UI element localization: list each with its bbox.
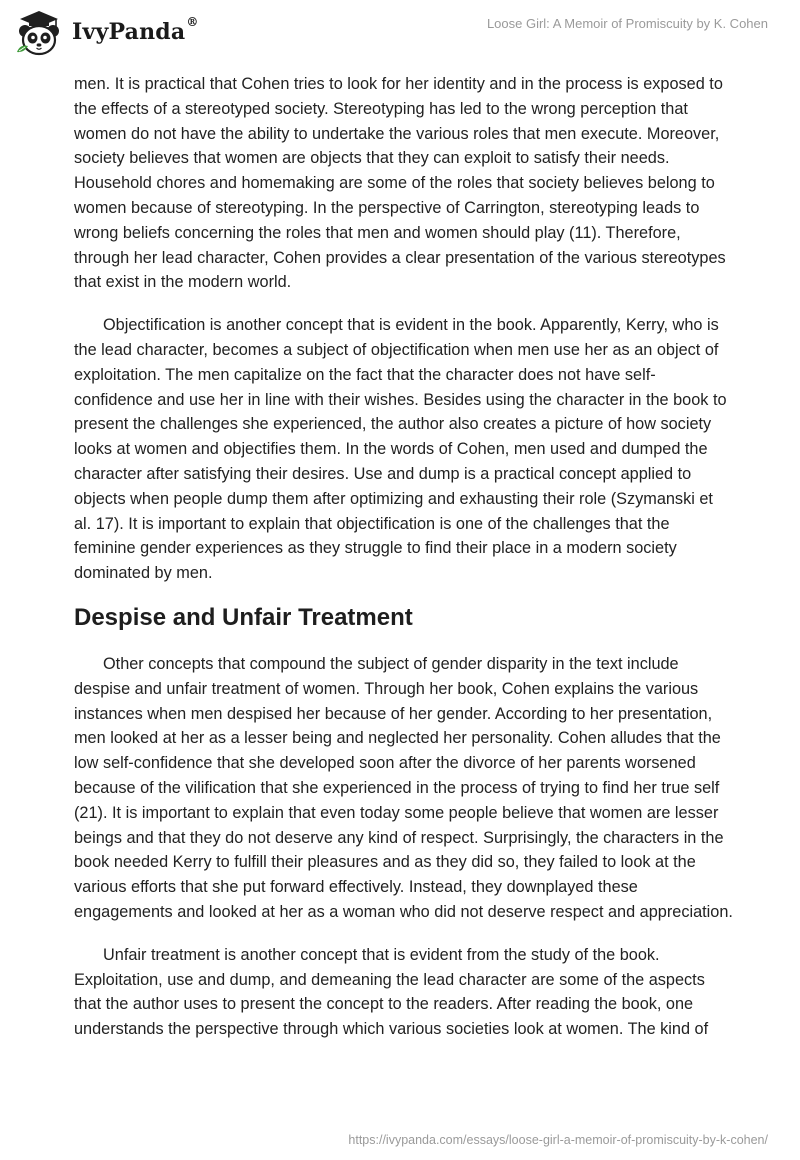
source-url[interactable]: https://ivypanda.com/essays/loose-girl-a-memoir-of-promiscuity-by-k-cohen/ xyxy=(348,1133,768,1147)
paragraph-continued: men. It is practical that Cohen tries to look for her identity and in the process is exposed to the effects of a stereotyped society. Stereotyping has led to the wrong perception that women do not have the ability to undertake the various roles that men execute. Moreover, society believes that women are objects that they can exploit to satisfy their needs. Household chores and homemaking are some of the roles that society believes belong to women because of stereotyping. In the perspective of Carrington, stereotyping leads to wrong beliefs concerning the roles that men and women should play (11). Therefore, through her lead character, Cohen provides a clear presentation of the various stereotypes that exist in the modern world. xyxy=(74,75,726,292)
paragraph-unfair-treatment: Unfair treatment is another concept that is evident from the study of the book. Exploitation, use and dump, and demeaning the lead character are some of the aspects that the author uses to present the concept to the readers. After reading the book, one understands the perspective through which various societies look at women. The kind of xyxy=(74,945,709,1039)
page-header xyxy=(0,0,800,66)
document-title: Loose Girl: A Memoir of Promiscuity by K. Cohen xyxy=(486,16,768,31)
paragraph-despise: Other concepts that compound the subject of gender disparity in the text include despise and unfair treatment of women. Through her book, Cohen explains the various instances when men despised her because of her gender. According to her presentation, men looked at her as a lesser being and neglected her personality. Cohen alludes that the low self-confidence that she developed soon after the divorce of her parents worsened because of the vilification that she experienced in the process of trying to find her true self (21). It is important to explain that even today some people believe that women are lesser beings and that they do not deserve any kind of respect. Surprisingly, the characters in the book needed Kerry to fulfill their pleasures and as they did so, they failed to look at the various efforts that she put forward effectively. Instead, they downplayed these engagements and looked at her as a woman who did not deserve respect and appreciation. xyxy=(74,654,733,921)
logo-wordmark xyxy=(72,15,199,45)
paragraph-objectification: Objectification is another concept that is evident in the book. Apparently, Kerry, who is the lead character, becomes a subject of objectification when men use her as an object of exploitation. The men capitalize on the fact that the character does not have self-confidence and use her in line with their wishes. Besides using the character in the book to present the challenges she experienced, the author also creates a picture of how society looks at women and objectifies them. In the words of Cohen, men used and dumped the character after satisfying their desires. Use and dump is a practical concept applied to objects when people dump them after optimizing and exhausting their role (Szymanski et al. 17). It is important to explain that objectification is one of the challenges that the feminine gender experiences as they struggle to find their place in a modern society dominated by men. xyxy=(74,316,727,583)
ivypanda-logo[interactable] xyxy=(14,8,199,58)
section-heading: Despise and Unfair Treatment xyxy=(74,603,413,631)
logo-name: IvyPanda xyxy=(72,19,186,45)
registered-mark: ® xyxy=(186,15,199,29)
essay-body xyxy=(74,72,734,1060)
panda-graduate-icon xyxy=(14,8,64,58)
